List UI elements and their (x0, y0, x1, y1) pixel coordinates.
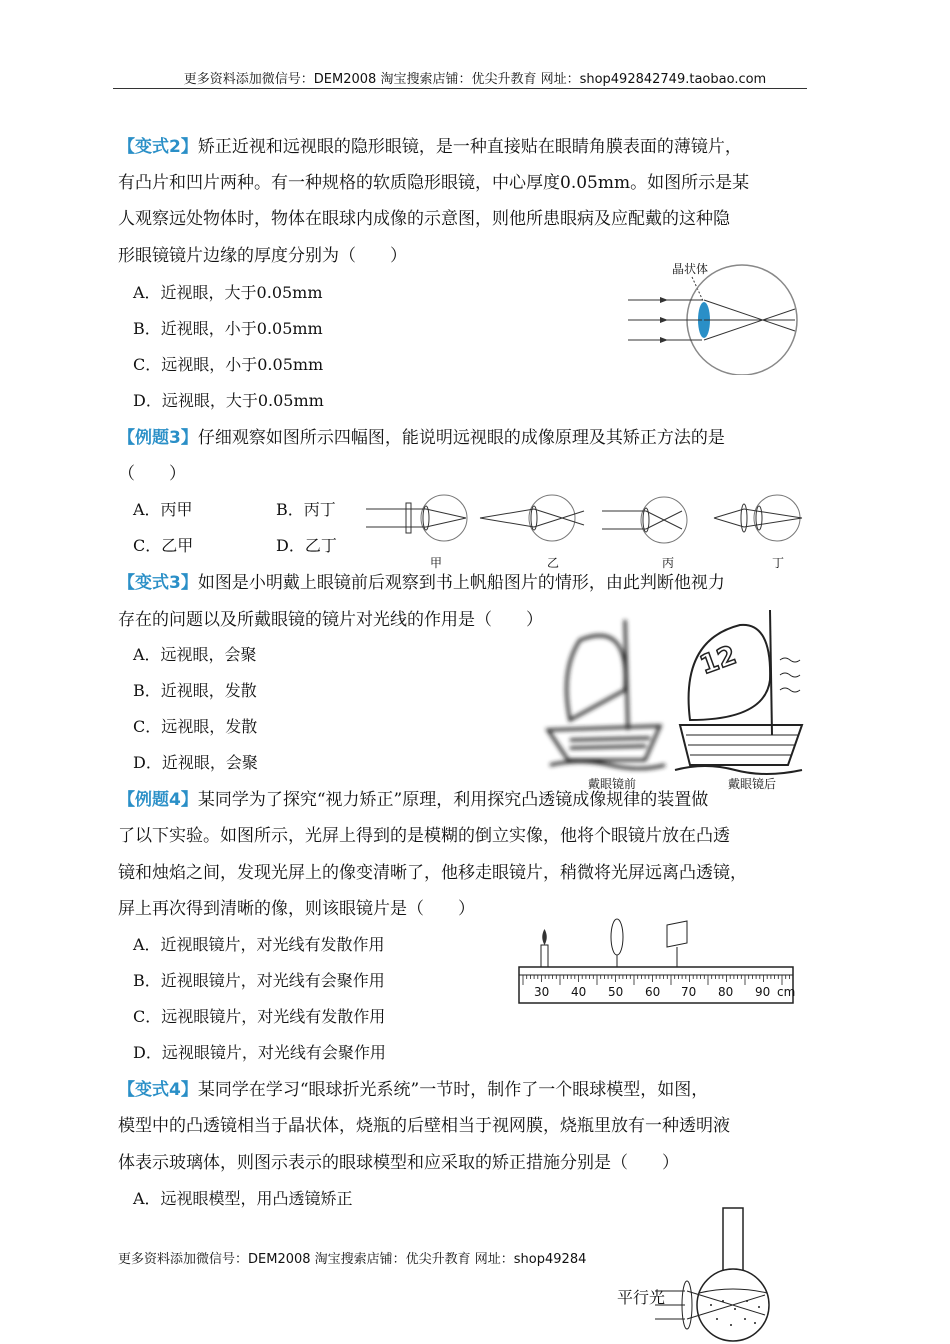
q4-option-a[interactable]: A．近视眼镜片，对光线有发散作用 (133, 935, 385, 954)
q2-line-1: 【例题3】仔细观察如图所示四幅图，能说明远视眼的成像原理及其矫正方法的是 (118, 428, 725, 448)
q2-option-a[interactable]: A．丙甲 (133, 500, 193, 519)
q1-option-b[interactable]: B．近视眼，小于0.05mm (133, 319, 323, 338)
q3-tag: 【变式3】 (118, 573, 198, 593)
q2-label-yi: 乙 (547, 556, 560, 570)
q2-label-ding: 丁 (772, 556, 785, 570)
q4-ruler-label-90: 90 (755, 985, 771, 999)
q1-line-3: 人观察远处物体时，物体在眼球内成像的示意图，则他所患眼病及应配戴的这种隐 (118, 209, 730, 229)
q5-tag: 【变式4】 (118, 1080, 198, 1100)
q4-ruler-label-30: 30 (534, 985, 550, 999)
q4-line-2: 了以下实验。如图所示，光屏上得到的是模糊的倒立实像，他将个眼镜片放在凸透 (118, 826, 730, 846)
q4-line-4: 屏上再次得到清晰的像，则该眼镜片是（ ） (118, 899, 475, 919)
q4-ruler-label-40: 40 (571, 985, 587, 999)
q2-label-jia: 甲 (430, 556, 443, 570)
q1-option-c[interactable]: C．远视眼，小于0.05mm (133, 355, 324, 374)
q4-optical-bench-figure (515, 915, 800, 1010)
q4-option-c[interactable]: C．远视眼镜片，对光线有发散作用 (133, 1007, 386, 1026)
page-footer: 更多资料添加微信号：DEM2008 淘宝搜索店铺：优尖升教育 网址：shop49284 (118, 1252, 587, 1267)
q3-option-c[interactable]: C．远视眼，发散 (133, 717, 258, 736)
q3-option-b[interactable]: B．近视眼，发散 (133, 681, 257, 700)
q2-option-c[interactable]: C．乙甲 (133, 536, 194, 555)
q1-option-a[interactable]: A．近视眼，大于0.05mm (133, 283, 323, 302)
q5-line-1: 【变式4】某同学在学习“眼球折光系统”一节时，制作了一个眼球模型，如图， (118, 1080, 709, 1100)
q2-line-2: （ ） (118, 464, 186, 484)
q3-label-before: 戴眼镜前 (588, 777, 637, 791)
q3-label-after: 戴眼镜后 (728, 777, 777, 791)
q3-option-d[interactable]: D．近视眼，会聚 (133, 753, 258, 772)
q2-figure-yi (480, 495, 584, 570)
q3-clear-boat (675, 610, 802, 774)
q2-tag: 【例题3】 (118, 428, 198, 448)
q4-option-d[interactable]: D．远视眼镜片，对光线有会聚作用 (133, 1043, 386, 1062)
q4-tag: 【例题4】 (118, 790, 198, 810)
q4-ruler-label-70: 70 (681, 985, 697, 999)
q3-line-2: 存在的问题以及所戴眼镜的镜片对光线的作用是（ ） (118, 610, 543, 630)
q1-eye-figure (620, 255, 810, 375)
q3-sailboat-figure (540, 600, 810, 795)
q1-line-2: 有凸片和凹片两种。有一种规格的软质隐形眼镜，中心厚度0.05mm。如图所示是某 (118, 173, 750, 193)
q4-ruler-label-80: 80 (718, 985, 734, 999)
q2-figure-bing (602, 497, 687, 570)
q4-ruler-unit: cm (777, 985, 796, 999)
q3-blurry-boat (548, 620, 665, 769)
q5-figure-label: 平行光 (617, 1288, 666, 1307)
q5-line-3: 体表示玻璃体，则图示表示的眼球模型和应采取的矫正措施分别是（ ） (118, 1153, 679, 1173)
q4-line-3: 镜和烛焰之间，发现光屏上的像变清晰了，他移走眼镜片，稍微将光屏远离凸透镜， (118, 863, 747, 883)
q2-option-b[interactable]: B．丙丁 (276, 500, 336, 519)
q1-line-1: 【变式2】矫正近视和远视眼的隐形眼镜，是一种直接贴在眼睛角膜表面的薄镜片， (118, 137, 742, 157)
q3-option-a[interactable]: A．远视眼，会聚 (133, 645, 257, 664)
q5-eyeball-model-figure (615, 1205, 795, 1344)
q2-label-bing: 丙 (662, 556, 675, 570)
q4-option-b[interactable]: B．近视眼镜片，对光线有会聚作用 (133, 971, 385, 990)
header-divider (113, 88, 807, 89)
q5-line-2: 模型中的凸透镜相当于晶状体，烧瓶的后壁相当于视网膜，烧瓶里放有一种透明液 (118, 1116, 730, 1136)
q4-ruler-label-60: 60 (645, 985, 661, 999)
q4-ruler-label-50: 50 (608, 985, 624, 999)
q2-option-d[interactable]: D．乙丁 (276, 536, 337, 555)
q4-line-1: 【例题4】某同学为了探究“视力矫正”原理，利用探究凸透镜成像规律的装置做 (118, 790, 709, 810)
q3-sail-number: 12 (696, 640, 741, 681)
q1-figure-label: 晶状体 (672, 262, 709, 276)
q2-figure-jia (366, 495, 467, 570)
q1-line-4: 形眼镜镜片边缘的厚度分别为（ ） (118, 246, 407, 266)
q1-option-d[interactable]: D．远视眼，大于0.05mm (133, 391, 324, 410)
page-header: 更多资料添加微信号：DEM2008 淘宝搜索店铺：优尖升教育 网址：shop492842749.taobao.com (183, 72, 767, 87)
q3-line-1: 【变式3】如图是小明戴上眼镜前后观察到书上帆船图片的情形，由此判断他视力 (118, 573, 725, 593)
q2-eye-figures (362, 487, 810, 572)
q2-figure-ding (714, 495, 802, 570)
q5-option-a[interactable]: A．远视眼模型，用凸透镜矫正 (133, 1189, 353, 1208)
q1-tag: 【变式2】 (118, 137, 198, 157)
